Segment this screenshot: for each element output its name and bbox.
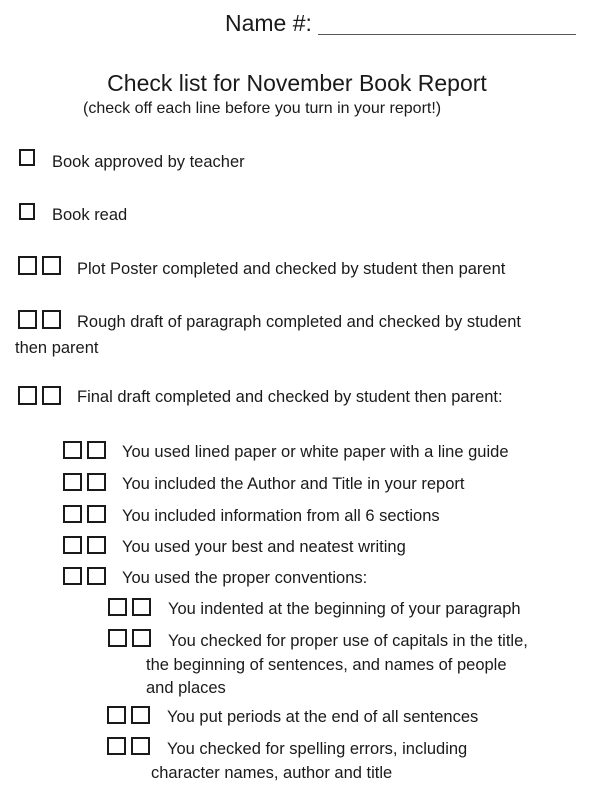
item-4-label: Final draft completed and checked by student then parent: xyxy=(77,388,503,406)
item-1-label: Book read xyxy=(52,206,128,224)
item-2-label: Plot Poster completed and checked by student then parent xyxy=(77,260,506,278)
parent-checkbox[interactable] xyxy=(87,536,106,554)
student-checkbox[interactable] xyxy=(63,505,82,523)
convention-0-checkboxes xyxy=(108,598,151,616)
convention-3-label: You checked for spelling errors, including xyxy=(167,740,468,758)
convention-2-label: You put periods at the end of all sentences xyxy=(167,708,479,726)
subitem-0-checkboxes xyxy=(63,441,106,459)
student-checkbox[interactable] xyxy=(18,386,37,405)
student-checkbox[interactable] xyxy=(18,256,37,275)
convention-0-label: You indented at the beginning of your paragraph xyxy=(168,600,521,618)
checkbox[interactable] xyxy=(19,203,35,220)
parent-checkbox[interactable] xyxy=(87,567,106,585)
parent-checkbox[interactable] xyxy=(87,441,106,459)
item-3-label-cont: then parent xyxy=(15,339,99,357)
subitem-4-checkboxes xyxy=(63,567,106,585)
student-checkbox[interactable] xyxy=(18,310,37,329)
student-checkbox[interactable] xyxy=(108,598,127,616)
student-checkbox[interactable] xyxy=(108,629,127,647)
name-input-line[interactable] xyxy=(318,34,576,35)
parent-checkbox[interactable] xyxy=(42,310,61,329)
parent-checkbox[interactable] xyxy=(132,598,151,616)
parent-checkbox[interactable] xyxy=(131,706,150,724)
student-checkbox[interactable] xyxy=(63,441,82,459)
subitem-3-checkboxes xyxy=(63,536,106,554)
item-0-label: Book approved by teacher xyxy=(52,153,245,171)
convention-1-checkboxes xyxy=(108,629,151,647)
student-checkbox[interactable] xyxy=(63,536,82,554)
subitem-4-label: You used the proper conventions: xyxy=(122,569,368,587)
item-0-checkboxes xyxy=(19,149,35,166)
page-title: Check list for November Book Report xyxy=(107,70,487,96)
convention-3-checkboxes xyxy=(107,737,150,755)
convention-1-label: You checked for proper use of capitals in the title, xyxy=(168,632,528,650)
checkbox[interactable] xyxy=(19,149,35,166)
page-subtitle: (check off each line before you turn in your report!) xyxy=(83,100,442,117)
student-checkbox[interactable] xyxy=(107,706,126,724)
parent-checkbox[interactable] xyxy=(42,256,61,275)
student-checkbox[interactable] xyxy=(63,473,82,491)
subitem-0-label: You used lined paper or white paper with a line guide xyxy=(122,443,509,461)
parent-checkbox[interactable] xyxy=(42,386,61,405)
name-label: Name #: xyxy=(225,10,312,36)
convention-1-line2: the beginning of sentences, and names of people xyxy=(146,656,507,674)
subitem-3-label: You used your best and neatest writing xyxy=(122,538,406,556)
convention-2-checkboxes xyxy=(107,706,150,724)
item-2-checkboxes xyxy=(18,256,61,275)
subitem-2-label: You included information from all 6 sections xyxy=(122,507,440,525)
parent-checkbox[interactable] xyxy=(87,505,106,523)
item-1-checkboxes xyxy=(19,203,35,220)
subitem-1-checkboxes xyxy=(63,473,106,491)
parent-checkbox[interactable] xyxy=(132,629,151,647)
item-4-checkboxes xyxy=(18,386,61,405)
convention-3-line2: character names, author and title xyxy=(151,764,393,782)
parent-checkbox[interactable] xyxy=(87,473,106,491)
subitem-1-label: You included the Author and Title in your report xyxy=(122,475,465,493)
student-checkbox[interactable] xyxy=(63,567,82,585)
student-checkbox[interactable] xyxy=(107,737,126,755)
parent-checkbox[interactable] xyxy=(131,737,150,755)
convention-1-line3: and places xyxy=(146,679,226,697)
item-3-label: Rough draft of paragraph completed and checked by student xyxy=(77,313,521,331)
item-3-checkboxes xyxy=(18,310,61,329)
subitem-2-checkboxes xyxy=(63,505,106,523)
